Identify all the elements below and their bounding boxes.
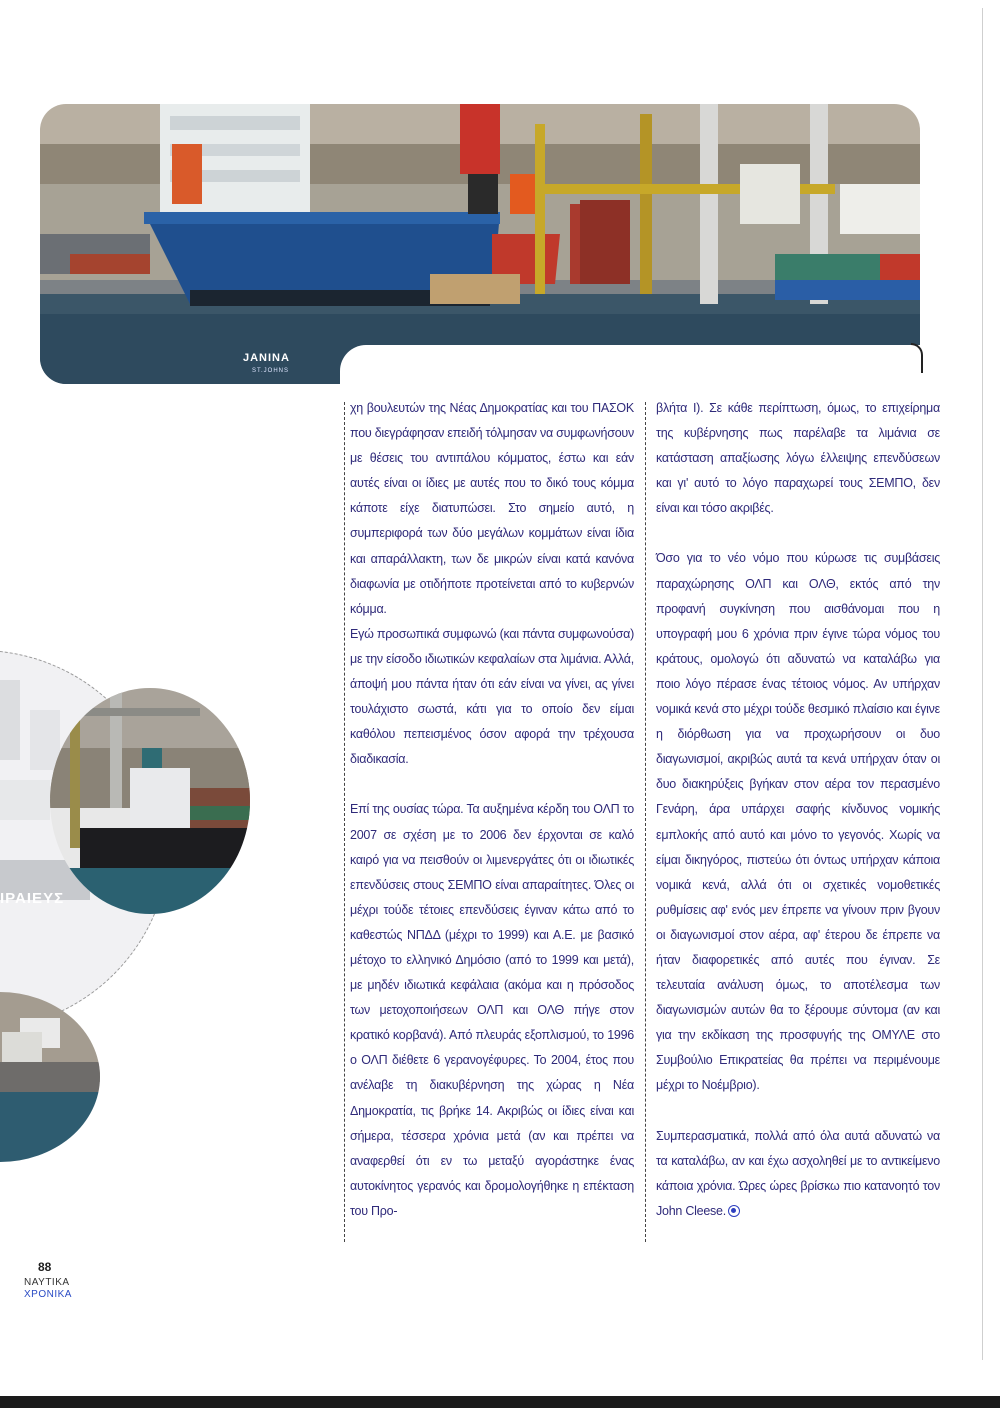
ship-port-text: ST.JOHNS <box>252 368 290 374</box>
page-number: 88 <box>38 1260 52 1274</box>
ship-name-text: JANINA <box>243 352 290 364</box>
end-of-article-icon <box>728 1205 740 1217</box>
port-name-watermark: ΙΡΑΙΕΥΣ <box>0 890 65 907</box>
port-scene-illustration <box>40 104 920 384</box>
column-rule-left <box>344 402 345 1242</box>
container-ship-photo <box>50 688 250 914</box>
scan-bottom-edge <box>0 1396 1000 1408</box>
column-rule-middle <box>645 402 646 1242</box>
publication-name-line1: ΝΑΥΤΙΚΑ <box>24 1277 70 1288</box>
paragraph-last <box>656 1124 940 1224</box>
article-column-2 <box>656 396 940 1249</box>
paragraph: βλήτα Ι). Σε κάθε περίπτωση, όμως, το επιχείρημα της κυβέρνησης πως παρέλαβε τα λιμάνια σε κατάσταση απαξίωσης λόγω έλλειψης επενδύσεων και γι' αυτό το λόγο παραχωρεί τους ΣΕΜΠΟ, δεν είναι και τόσο ακριβές. <box>656 401 940 516</box>
hero-port-photo <box>40 104 920 384</box>
paragraph: Επί της ουσίας τώρα. Τα αυξημένα κέρδη του ΟΛΠ το 2007 σε σχέση με το 2006 δεν έρχονται σε καλό καιρό για να πεισθούν οι λιμενεργάτες ότι οι ιδιωτικές επενδύσεις στους ΣΕΜΠΟ είναι απαραίτητες. Όλες οι μέχρι τούδε τέτοιες επενδύσεις έγιναν κάτω από το καθεστώς ΝΠΔΔ (μέχρι το 1999) και Α.Ε. με βασικό μέτοχο το ελληνικό Δημόσιο (από το 1999 και μετά), με μηδέν ιδιωτικά κεφάλαια (ακόμα και η πρόσοδος των μετοχοποιήσεων ΟΛΠ και ΟΛΘ πήγε στον κρατικό κορβανά). Από πλευράς εξοπλισμού, το 1996 ο ΟΛΠ διέθετε 6 γερανογέφυρες. Το 2004, έτος που ανέλαβε τη διακυβέρνηση της χώρας η Νέα Δημοκρατία, τις βρήκε 14. Ακριβώς οι ίδιες είναι και σήμερα, τέσσερα χρόνια μετά (αν και πρέπει να αναφερθεί ότι εν τω μεταξύ αγοράστηκε ένας αυτοκίνητος γερανός και δρομολογήθηκε η επέκταση του Προ- <box>350 802 634 1218</box>
article-column-1 <box>350 396 634 1249</box>
closing-text: Συμπερασματικά, πολλά από όλα αυτά αδυνατώ να τα καταλάβω, αν και έχω ασχοληθεί με το αντικείμενο κάποια χρόνια. Ώρες ώρες βρίσκω πιο κατανοητό τον John Cleese. <box>656 1128 940 1218</box>
paragraph: Όσο για το νέο νόμο που κύρωσε τις συμβάσεις παραχώρησης ΟΛΠ και ΟΛΘ, εκτός από την προφανή συγκίνηση που αισθάνομαι που η υπογραφή μου 6 χρόνια πριν έγινε τώρα νόμος του κράτους, ομολογώ ότι αδυνατώ να καταλάβω για ποιο λόγο πέρασε ένας τέτοιος νόμος. Αν υπήρχαν νομικά κενά στο μέχρι τούδε θεσμικό πλαίσιο και έγινε η διόρθωση για να προχωρήσουν οι δυο διαγωνισμοί, ακριβώς αυτά τα κενά υπήρχαν όταν οι δυο διακηρύξεις βγήκαν στον αέρα τον περασμένο Γενάρη, άρα υπάρχει σαφής κίνδυνος νομικής εμπλοκής από αυτό και μόνο το γεγονός. Χωρίς να είμαι δικηγόρος, πιστεύω ότι όντως υπήρχαν κάποια νομικά κενά, αλλά ότι οι σχετικές νομοθετικές ρυθμίσεις αφ' ενός μεν έπρεπε να γίνουν πριν βγουν οι διαγωνισμοί στον αέρα, αφ' έτερου δε έπρεπε να ήταν διαφορετικές από αυτές που έγιναν. Σε τελευταία ανάλυση όμως, το αποτέλεσμα των διαγωνισμών αυτών θα το ξέρουμε σύντομα (αν και για την εκδίκαση της προσφυγής της ΟΜΥΛΕ στο Συμβούλιο Επικρατείας θα πρέπει να περιμένουμε μέχρι το Νοέμβριο). <box>656 551 940 1093</box>
publication-name-line2: ΧΡΟΝΙΚΑ <box>24 1289 72 1300</box>
paragraph: Εγώ προσωπικά συμφωνώ (και πάντα συμφωνούσα) με την είσοδο ιδιωτικών κεφαλαίων στα λιμάνια. Αλλά, άποψή μου πάντα ήταν ότι εάν είναι να γίνει, ας γίνει τουλάχιστο σωστά, κάτι για το οποίο δεν είμαι καθόλου πεπεισμένος όσον αφορά την τρέχουσα διαδικασία. <box>350 626 634 767</box>
paragraph: χη βουλευτών της Νέας Δημοκρατίας και του ΠΑΣΟΚ που διεγράφησαν επειδή τόλμησαν να συμφωνήσουν με θέσεις του αντιπάλου κόμματος, έστω και εάν αυτές είναι οι ίδιες με αυτές που το δικό τους κόμμα κάποτε είχε διατυπώσει. Στο σημείο αυτό, η συμπεριφορά των δύο μεγάλων κομμάτων είναι ίδια και απαράλλακτη, των δε μικρών είναι κατά κανόνα διαφωνία με οτιδήποτε προτείνεται από το κυβερνών κόμμα. <box>350 401 634 616</box>
